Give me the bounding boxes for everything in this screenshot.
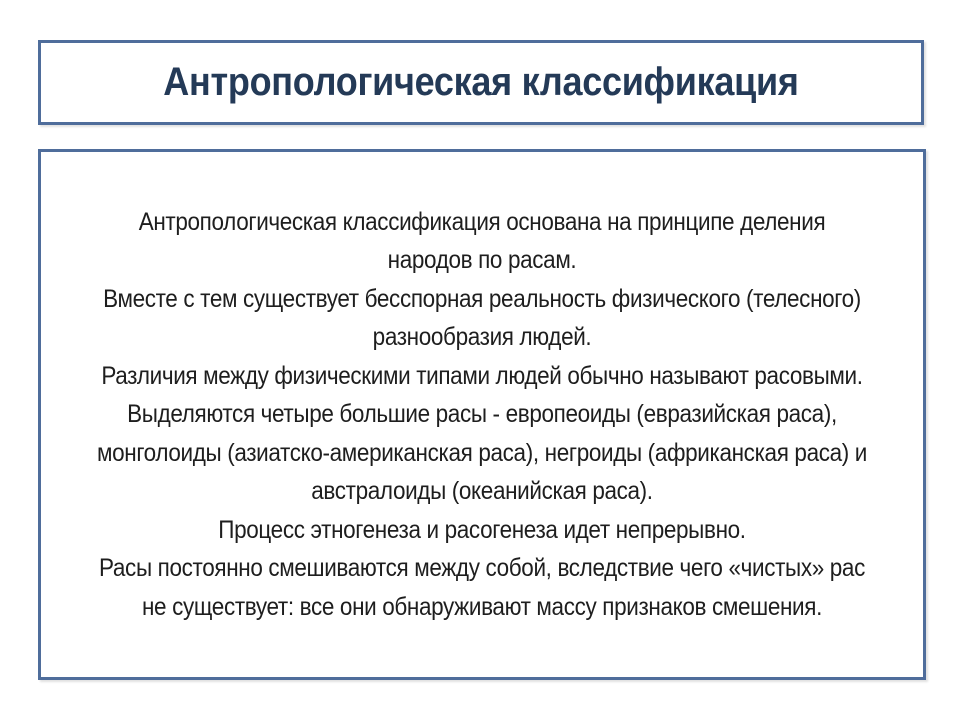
paragraph-ethnogenesis: Процесс этногенеза и расогенеза идет непрерывно. xyxy=(218,515,746,544)
paragraph-classification-basis: Антропологическая классификация основана на принципе деления народов по расам. xyxy=(138,207,826,275)
paragraph-race-mixing: Расы постоянно смешиваются между собой, вследствие чего «чистых» рас не существует: все они обнаруживают массу признаков смешения. xyxy=(99,554,865,621)
content-box xyxy=(38,149,926,680)
title-box xyxy=(38,40,924,125)
body-text xyxy=(53,203,911,627)
paragraph-physical-diversity: Вместе с тем существует бесспорная реальность физического (телесного) разнообразия людей. xyxy=(103,284,861,352)
paragraph-four-races: Выделяются четыре большие расы - европеоиды (евразийская раса), монголоиды (азиатско-американская раса), негроиды (африканская раса) и австралоиды (океанийская раса). xyxy=(96,400,868,506)
slide-title: Антропологическая классификация xyxy=(163,60,799,104)
paragraph-racial-differences: Различия между физическими типами людей обычно называют расовыми. xyxy=(101,361,863,390)
